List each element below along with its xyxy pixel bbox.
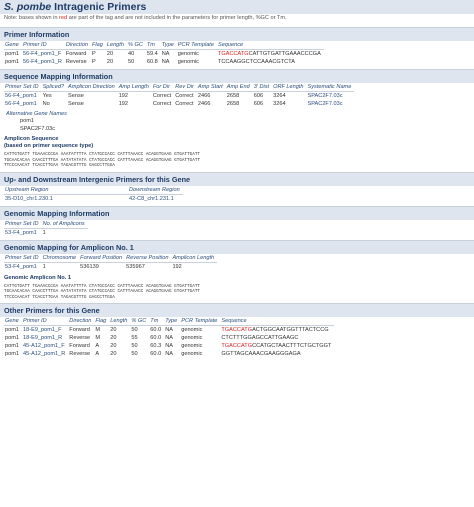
cell-rev: 535967 (126, 263, 145, 270)
cell-sys[interactable]: SPAC2F7.03c (307, 93, 343, 99)
cell-id[interactable]: 45-A12_pom1_R (23, 351, 66, 357)
cell-id[interactable]: 53-F4_pom1 (5, 263, 37, 270)
table-row (4, 100, 354, 108)
cell-len: 20 (106, 51, 114, 57)
updown-table (4, 186, 183, 203)
downstream-primer-link[interactable]: 42-C8_chr1.231.1 (129, 195, 174, 202)
primer-sequence: CCATGCTAACTTTCTGCTGGT (252, 343, 332, 349)
tag-sequence: TGACCATG (217, 51, 249, 57)
upstream-label: Upstream Region (4, 186, 128, 195)
cell-tmpl: genomic (177, 51, 199, 57)
column-header: Tm (149, 317, 164, 326)
cell-gc: 55 (131, 335, 138, 341)
amplicon-line: TGCAACACAA CAACCTTTGA AATATATATA CTATGCCACC CATTTAAACC ACAGGTGAAG GTGATTGATT (4, 289, 200, 294)
page-title (0, 0, 474, 14)
cell-start: 2466 (197, 93, 211, 99)
amplicon-line: CATTGTGATT TGAAACCCGA AAATATTTTA CTATGCCACC CATTTAAACC ACAGGTGAAG GTGATTGATT (4, 152, 200, 157)
column-header: Flag (94, 317, 109, 326)
cell-dir: Sense (68, 101, 84, 107)
amplicon-line: TTCCCAACAT TCACCTTGAA TAGACGTTTG GAGCCTTGGA (4, 294, 115, 300)
table-row (4, 92, 354, 101)
table-row (4, 228, 88, 237)
cell-gc: 40 (127, 51, 135, 57)
tag-note (0, 14, 474, 24)
cell-dir: Forward (69, 343, 90, 349)
cell-rdir: Correct (175, 93, 194, 99)
sequence-cell (220, 350, 334, 358)
cell-start: 2466 (197, 101, 211, 107)
cell-gene: pom1 (5, 59, 19, 65)
amplicon-title: Amplicon Sequence (4, 136, 59, 142)
column-header: For Dir (152, 83, 174, 92)
table-row (4, 326, 334, 335)
cell-dir: Forward (69, 327, 90, 333)
cell-gene: pom1 (5, 51, 19, 57)
column-header: Sequence (220, 317, 334, 326)
column-header: Gene (4, 41, 22, 50)
cell-spliced: No (42, 101, 50, 107)
cell-tm: 60.8 (146, 59, 158, 65)
column-header: Primer ID (22, 41, 65, 50)
column-header: % GC (130, 317, 149, 326)
cell-fwd: 536139 (80, 263, 99, 270)
cell-flag: A (95, 343, 100, 349)
cell-id[interactable]: 56-F4_pom1 (5, 93, 37, 99)
cell-flag: A (95, 351, 100, 357)
cell-type: NA (165, 343, 173, 349)
table-row (4, 350, 334, 358)
column-header: PCR Template (180, 317, 220, 326)
cell-spliced: Yes (42, 93, 52, 99)
column-header: Tm (146, 41, 161, 50)
amplicon-line: TGCAACACAA CAACCTTTGA AATATATATA CTATGCCACC CATTTAAACC ACAGGTGAAG GTGATTGATT (4, 157, 200, 163)
cell-dir: Reverse (69, 335, 91, 341)
sequence-cell (220, 326, 334, 335)
cell-tmpl: genomic (181, 351, 203, 357)
cell-gene: pom1 (5, 343, 19, 349)
column-header: Primer ID (22, 317, 68, 326)
cell-id[interactable]: 18-E9_pom1_F (23, 327, 62, 333)
tag-sequence: TGACCATG (221, 343, 253, 349)
cell-sys[interactable]: SPAC2F7.03c (307, 101, 343, 107)
column-header: Systematic Name (307, 83, 355, 92)
cell-type: NA (165, 335, 173, 341)
cell-len: 192 (172, 263, 182, 270)
genomic-mapping-table (4, 220, 88, 237)
cell-tm: 59.4 (146, 51, 158, 57)
table-row (4, 50, 324, 59)
column-header: Amplicon Direction (67, 83, 118, 92)
cell-type: NA (161, 59, 170, 65)
cell-gene: pom1 (5, 335, 19, 341)
cell-dist: 606 (253, 101, 264, 107)
section-other-primers: Other Primers for this Gene (0, 303, 474, 317)
section-updown-primers: Up- and Downstream Intergenic Primers for this Gene (0, 172, 474, 186)
primer-sequence: GGTTAGCAAACGAAGGGAGA (221, 351, 301, 357)
alt-names-label: Alternative Gene Names (6, 111, 67, 117)
downstream-label: Downstream Region (128, 186, 183, 195)
table-row (4, 262, 217, 271)
sequence-cell (217, 50, 324, 59)
cell-rdir: Correct (175, 101, 194, 107)
section-primer-information: Primer Information (0, 27, 474, 41)
column-header: PCR Template (177, 41, 217, 50)
column-header: Amp Start (197, 83, 226, 92)
primer-sequence: TCCAAGGCTCCAAACGTCTA (217, 59, 295, 65)
column-header: Primer Set ID (4, 254, 42, 263)
cell-chr: 1 (42, 263, 46, 270)
cell-flag: P (91, 51, 96, 57)
amplicon-sequence (4, 152, 474, 169)
amplicon-sequence-title (4, 136, 474, 150)
cell-type: NA (165, 351, 173, 357)
column-header: Rev Dir (174, 83, 197, 92)
column-header: Flag (91, 41, 106, 50)
sequence-cell (220, 334, 334, 342)
alt-name: pom1 (20, 118, 34, 124)
section-genomic-mapping: Genomic Mapping Information (0, 206, 474, 220)
primer-info-table (4, 41, 324, 66)
cell-len: 192 (118, 93, 129, 99)
cell-len: 20 (110, 327, 117, 333)
amplicon-line: CATTGTGATT TGAAACCCGA AAATATTTTA CTATGCCACC CATTTAAACC ACAGGTGAAG GTGATTGATT (4, 283, 200, 289)
cell-type: NA (165, 327, 173, 333)
cell-dir: Reverse (69, 351, 91, 357)
primer-sequence: CATTGTGATTGAAACCCGA (248, 51, 321, 57)
column-header: 3' Dist (253, 83, 272, 92)
cell-tm: 60.0 (150, 327, 162, 333)
cell-id[interactable]: 56-F4_pom1_R (23, 59, 62, 65)
cell-id[interactable]: 56-F4_pom1_F (23, 51, 62, 57)
primer-sequence: ACTGGCAATGGTTTACTCCG (252, 327, 329, 333)
section-sequence-mapping: Sequence Mapping Information (0, 69, 474, 83)
column-header: Primer Set ID (4, 220, 42, 229)
genomic-amplicon-title: Genomic Amplicon No. 1 (4, 274, 72, 281)
cell-gene: pom1 (5, 351, 19, 357)
cell-tmpl: genomic (181, 335, 203, 341)
column-header: Amp Length (118, 83, 152, 92)
cell-dir: Forward (65, 51, 87, 57)
column-header: Type (164, 317, 180, 326)
other-primers-table (4, 317, 334, 358)
upstream-primer-link[interactable]: 35-D10_chr1.230.1 (5, 195, 53, 202)
column-header: Chromosome (42, 254, 80, 263)
primer-sequence: CTCTTTGGAGCCATTGAAGC (221, 335, 299, 341)
cell-len: 20 (110, 335, 117, 341)
amplicon-1-table (4, 254, 217, 271)
cell-gc: 50 (131, 327, 138, 333)
cell-fdir: Correct (152, 93, 172, 99)
note-prefix: Note: bases shown in (4, 15, 60, 21)
cell-gene: pom1 (5, 327, 19, 333)
column-header: % GC (127, 41, 146, 50)
amplicon-line: TTCCCAACAT TCACCTTGAA TAGACGTTTG GAGCCTTGGA (4, 163, 115, 168)
note-red: red (59, 15, 68, 21)
tag-sequence: TGACCATG (221, 327, 253, 333)
cell-flag: M (95, 327, 101, 333)
cell-type: NA (161, 51, 170, 57)
cell-tm: 60.0 (150, 335, 162, 341)
cell-dir: Reverse (65, 59, 87, 65)
cell-id[interactable]: 45-A12_pom1_F (23, 343, 65, 349)
genomic-amplicon-sequence (4, 284, 474, 301)
cell-gc: 50 (131, 343, 138, 349)
column-header: Spliced? (42, 83, 67, 92)
column-header: Gene (4, 317, 22, 326)
alt-name: SPAC2F7.03c (20, 126, 56, 132)
cell-tm: 60.0 (150, 351, 162, 357)
cell-n: 1 (42, 229, 46, 236)
cell-id[interactable]: 18-E9_pom1_R (23, 335, 63, 341)
column-header: Length (109, 317, 130, 326)
column-header: Length (106, 41, 127, 50)
cell-id[interactable]: 56-F4_pom1 (5, 101, 37, 107)
cell-fdir: Correct (152, 101, 172, 107)
cell-gc: 50 (127, 59, 135, 65)
cell-end: 2658 (226, 93, 240, 99)
cell-end: 2658 (226, 101, 240, 107)
column-header: Reverse Position (125, 254, 171, 263)
column-header: Forward Position (79, 254, 125, 263)
column-header: Type (161, 41, 177, 50)
column-header: Amp End (226, 83, 253, 92)
cell-gc: 50 (131, 351, 138, 357)
title-text: Intragenic Primers (51, 1, 147, 13)
section-amplicon-1: Genomic Mapping for Amplicon No. 1 (0, 240, 474, 254)
cell-len: 192 (118, 101, 129, 107)
cell-len: 20 (110, 343, 117, 349)
cell-len: 20 (106, 59, 114, 65)
column-header: Primer Set ID (4, 83, 42, 92)
cell-orf: 3264 (273, 93, 286, 99)
column-header: Direction (68, 317, 94, 326)
sequence-mapping-table (4, 83, 354, 108)
table-row (4, 334, 334, 342)
table-row (4, 342, 334, 350)
cell-id[interactable]: 53-F4_pom1 (5, 229, 37, 236)
cell-tmpl: genomic (177, 59, 199, 65)
cell-len: 20 (110, 351, 117, 357)
cell-flag: M (95, 335, 101, 341)
column-header: Direction (65, 41, 91, 50)
column-header: Amplicon Length (171, 254, 217, 263)
title-species: S. pombe (4, 1, 52, 13)
cell-tm: 60.3 (150, 343, 162, 349)
table-row (4, 58, 324, 66)
column-header: Sequence (217, 41, 324, 50)
cell-tmpl: genomic (181, 343, 203, 349)
amplicon-subtitle: (based on primer sequence type) (4, 143, 94, 149)
cell-dir: Sense (68, 93, 84, 99)
column-header: No. of Amplicons (42, 220, 88, 229)
note-suffix: are part of the tag and are not included in the parameters for primer length, %GC or Tm. (67, 15, 287, 21)
cell-orf: 3264 (273, 101, 286, 107)
sequence-cell (220, 342, 334, 350)
cell-tmpl: genomic (181, 327, 203, 333)
cell-flag: P (91, 59, 96, 65)
cell-dist: 606 (253, 93, 264, 99)
column-header: ORF Length (272, 83, 306, 92)
sequence-cell (217, 58, 324, 66)
